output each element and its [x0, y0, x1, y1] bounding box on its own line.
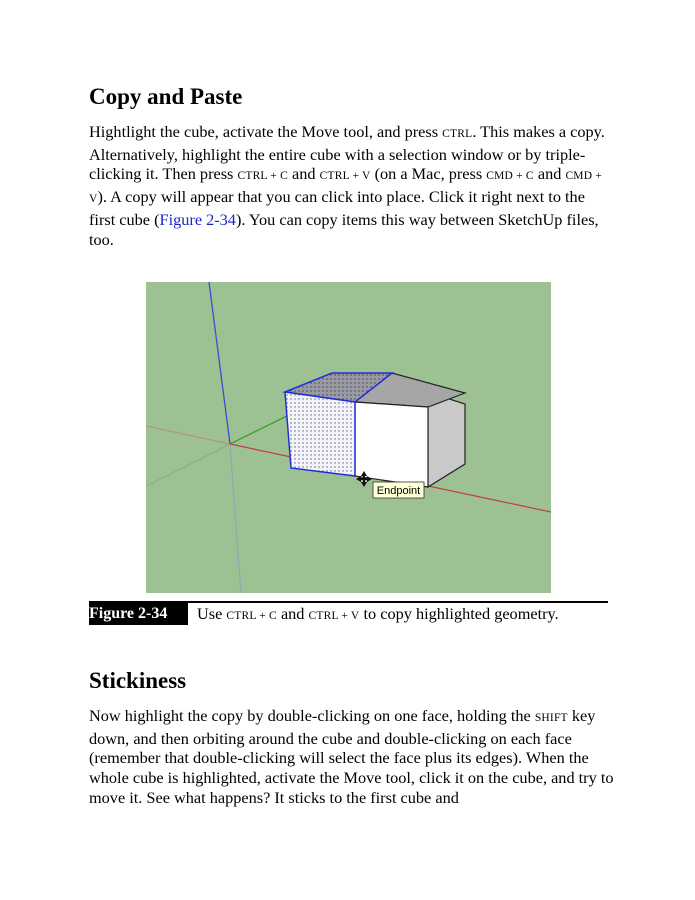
key-cmd-v: CMD + V — [89, 170, 602, 206]
figure-screenshot — [146, 282, 551, 593]
text-run: and — [533, 164, 566, 184]
text-run: Now highlight the copy by double-clicking on one face, holding the — [89, 706, 535, 725]
text-run: . This makes a copy. Alternatively, highlight the entire cube with a selection window or by triple-clicking it. Then press — [89, 122, 605, 184]
text-run: ). You can copy items this way between SketchUp files, too. — [89, 209, 599, 249]
text-run: key down, and then orbiting around the cube and double-clicking on each face (remember that double-clicking will select the face plus its edges). When the whole cube is highlighted, activate the Move tool, click it on the cube, and try to move it. See what happens? It sticks to the first cube and — [89, 706, 614, 807]
text-run: (on a Mac, press — [370, 164, 487, 184]
figure-caption-text — [197, 603, 559, 627]
key-cmd-c: CMD + C — [486, 170, 534, 183]
text-run: and — [276, 604, 309, 623]
key-ctrl-c: CTRL + C — [237, 170, 288, 183]
text-run: Use — [197, 604, 227, 623]
key-ctrl-c: CTRL + C — [226, 610, 277, 622]
key-ctrl: CTRL — [442, 128, 473, 140]
text-run: and — [287, 164, 320, 184]
text-run: ). A copy will appear that you can click into place. Click it right next to the first cube ( — [89, 187, 585, 229]
section-heading-stickiness: Stickiness — [89, 668, 187, 693]
paragraph-stickiness — [89, 706, 614, 808]
key-shift: SHIFT — [534, 712, 568, 724]
cube-front-face — [355, 402, 428, 487]
key-ctrl-v: CTRL + V — [319, 170, 371, 183]
copy-front-face — [285, 392, 355, 476]
key-ctrl-v: CTRL + V — [308, 610, 360, 622]
figure-caption-label: Figure 2-34 — [89, 603, 188, 625]
text-run: Hightlight the cube, activate the Move tool, and press — [89, 122, 443, 141]
figure-link[interactable]: Figure 2-34 — [159, 209, 236, 229]
section-heading-copy-and-paste: Copy and Paste — [89, 84, 243, 109]
endpoint-tooltip-text: Endpoint — [376, 485, 421, 497]
text-run: to copy highlighted geometry. — [359, 604, 559, 623]
paragraph-copy-and-paste — [89, 122, 614, 249]
